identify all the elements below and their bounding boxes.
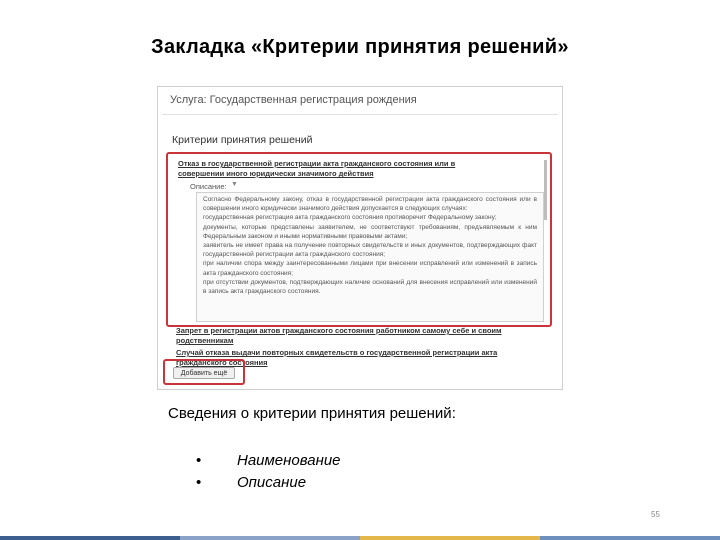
bullet-text: Описание bbox=[237, 474, 307, 491]
page-number: 55 bbox=[651, 510, 660, 519]
description-line: государственная регистрация акта гражданского состояния противоречит Федеральному закону; bbox=[203, 214, 497, 222]
bottom-color-bar bbox=[0, 536, 720, 540]
description-line: документы, которые представлены заявителем, не соответствуют требованиям, предъявляемым к ним Федеральным законом и иными нормативными правовыми актами; bbox=[203, 223, 537, 240]
screenshot-panel bbox=[157, 86, 563, 390]
color-segment bbox=[180, 536, 360, 540]
color-segment bbox=[0, 536, 180, 540]
info-heading: Сведения о критерии принятия решений: bbox=[168, 405, 456, 422]
section-title: Критерии принятия решений bbox=[172, 134, 313, 146]
expand-arrow-icon[interactable]: ▼ bbox=[231, 181, 238, 188]
description-text-area[interactable] bbox=[196, 192, 544, 322]
description-line: при отсутствии документов, подтверждающих наличие оснований для внесения исправлений или изменений в запись акта гражданского состояния. bbox=[203, 278, 537, 296]
bullet-icon: • bbox=[196, 474, 202, 491]
bullet-text: Наименование bbox=[237, 452, 341, 469]
color-segment bbox=[360, 536, 540, 540]
criterion-link[interactable]: Запрет в регистрации актов гражданского состояния работником самому себе и своим родственникам bbox=[176, 326, 502, 345]
color-segment bbox=[540, 536, 720, 540]
description-line: Согласно Федеральному закону, отказ в государственной регистрации акта гражданского состояния или в совершении иного юридически значимого действия допускается в следующих случаях: bbox=[203, 196, 537, 213]
add-button-highlight-box bbox=[163, 359, 245, 385]
criterion-title[interactable]: Отказ в государственной регистрации акта гражданского состояния или в совершении иного юридически значимого действия bbox=[178, 159, 456, 178]
description-label: Описание: bbox=[190, 182, 227, 191]
service-label: Услуга: Государственная регистрация рождения bbox=[170, 94, 417, 106]
slide-title: Закладка «Критерии принятия решений» bbox=[151, 36, 569, 58]
criterion-highlight-box bbox=[166, 152, 552, 327]
divider bbox=[162, 114, 558, 115]
bullet-icon: • bbox=[196, 452, 202, 469]
criterion-link[interactable]: Случай отказа выдачи повторных свидетельств о государственной регистрации акта гражданского состояния bbox=[176, 348, 498, 367]
scrollbar[interactable] bbox=[544, 160, 547, 220]
description-line: при наличии спора между заинтересованными лицами при внесении исправлений или изменений в запись акта гражданского состояния; bbox=[203, 260, 537, 277]
add-criterion-button[interactable]: Добавить ещё bbox=[173, 367, 235, 379]
description-line: заявитель не имеет права на получение повторных свидетельств и иных документов, подтверждающих факт государственной регистрации акта гражданского состояния; bbox=[203, 242, 537, 259]
